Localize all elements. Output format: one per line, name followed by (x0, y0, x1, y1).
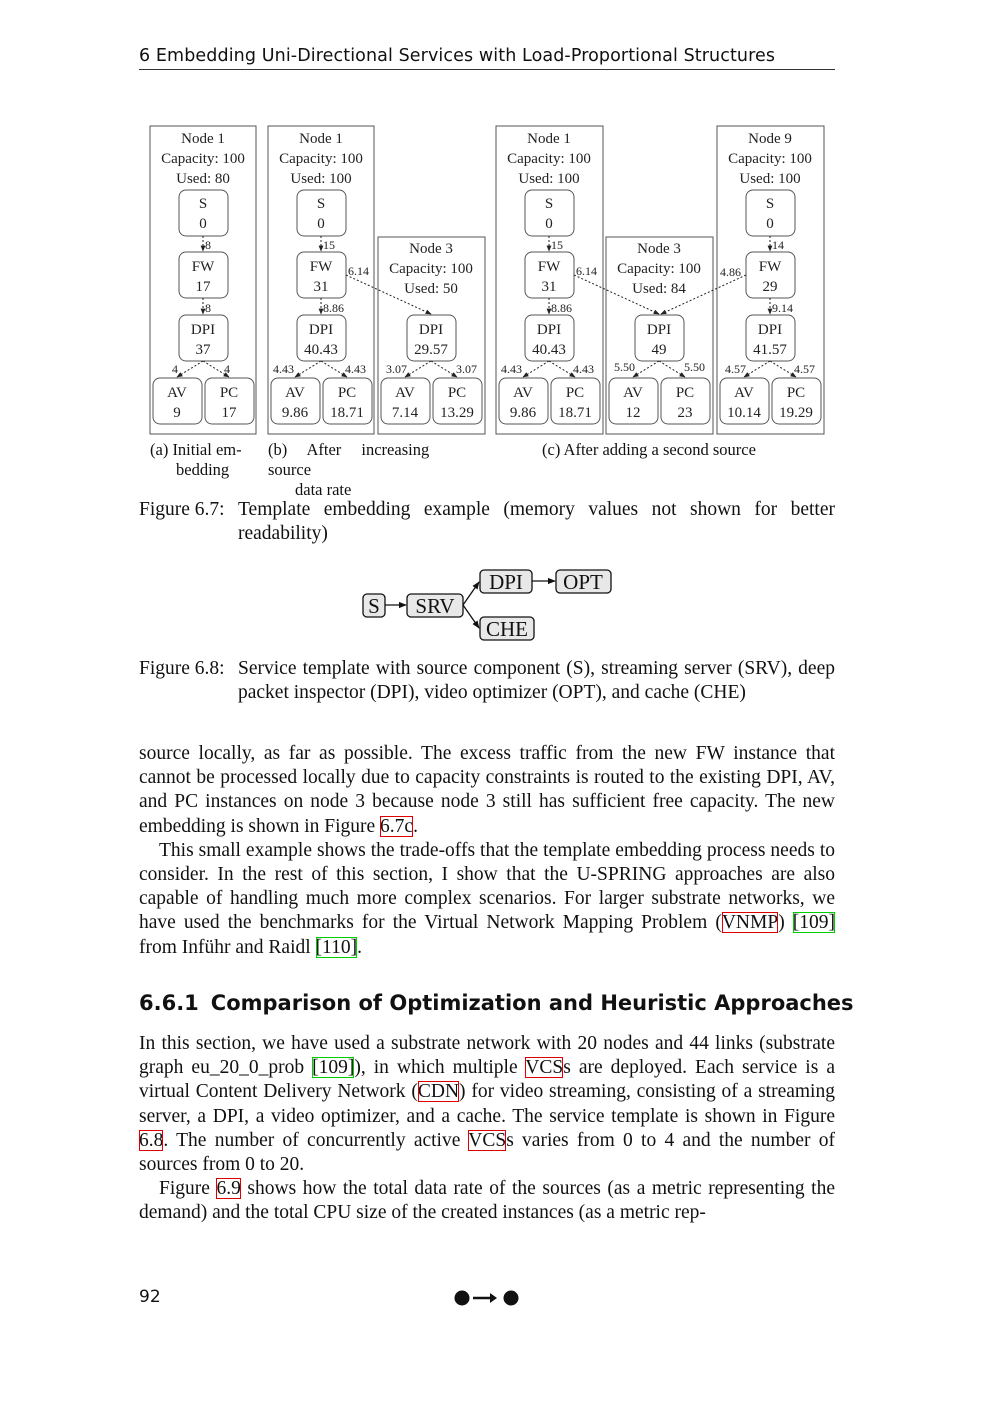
svg-text:S: S (765, 196, 775, 212)
paragraph-2: This small example shows the trade-offs that the template embedding process needs to consider. In the rest of this section, I show that the U-SPRING approaches are also capable of handling much more complex scenarios. For larger substrate networks, we have used the benchmarks for the Virtual Network Mapping Problem (VNMP) [109] from Inführ and Raidl [110]. (139, 839, 836, 958)
svg-text:9: 9 (173, 405, 181, 421)
caption-text: Service template with source component (S), streaming server (SRV), deep packet inspector (DPI), video optimizer (OPT), and cache (CHE) (238, 658, 835, 703)
ref-110[interactable]: [110] (315, 936, 358, 958)
page-number: 92 (139, 1287, 161, 1307)
svg-text:PC: PC (219, 385, 239, 401)
svg-text:5.50: 5.50 (614, 360, 635, 374)
svg-text:6.14: 6.14 (576, 264, 597, 278)
svg-text:DPI: DPI (536, 322, 562, 338)
svg-text:9.86: 9.86 (281, 405, 309, 421)
svg-text:Used: 100: Used: 100 (290, 171, 352, 187)
svg-text:29: 29 (762, 279, 778, 295)
svg-text:14: 14 (772, 238, 784, 252)
svg-text:DPI: DPI (646, 322, 672, 338)
svg-text:Capacity: 100: Capacity: 100 (279, 151, 363, 167)
caption-label: Figure 6.8: (139, 658, 225, 679)
svg-text:FW: FW (537, 259, 561, 275)
figure-6-8 (355, 563, 625, 648)
svg-text:FW: FW (758, 259, 782, 275)
svg-text:8: 8 (205, 238, 211, 252)
svg-text:19.29: 19.29 (779, 405, 813, 421)
ref-cdn[interactable]: CDN (417, 1081, 460, 1103)
svg-text:8.86: 8.86 (551, 301, 572, 315)
svg-text:Node 3: Node 3 (637, 241, 681, 257)
body-text-top (139, 742, 835, 960)
svg-text:DPI: DPI (757, 322, 783, 338)
svg-text:CHE: CHE (486, 617, 528, 641)
svg-text:4: 4 (224, 362, 230, 376)
ref-figure-6-9[interactable]: 6.9 (216, 1178, 241, 1200)
svg-text:13.29: 13.29 (440, 405, 474, 421)
svg-text:15: 15 (323, 238, 335, 252)
ref-figure-6-7c[interactable]: 6.7c (380, 815, 414, 837)
ref-figure-6-8[interactable]: 6.8 (139, 1129, 164, 1151)
svg-text:6.14: 6.14 (348, 264, 369, 278)
svg-text:31: 31 (313, 279, 329, 295)
node-capacity-a1: Capacity: 100 (161, 151, 245, 167)
svg-text:PC: PC (337, 385, 357, 401)
section-title: Comparison of Optimization and Heuristic Approaches (210, 991, 854, 1015)
svg-text:3.07: 3.07 (456, 362, 477, 376)
svg-text:FW: FW (191, 259, 215, 275)
subcaption-b: (b) After increasing source data rate (268, 440, 430, 499)
paragraph-3: In this section, we have used a substrate network with 20 nodes and 44 links (substrate graph eu_20_0_prob [109]), in which multiple VCSs are deployed. Each service is a virtual Content Delivery Network (CDN) for video streaming, consisting of a streaming server, a DPI, a video optimizer, and a cache. The service template is shown in Figure 6.8. The number of concurrently active VCSs varies from 0 to 4 and the number of sources from 0 to 20. (139, 1033, 835, 1176)
section-number: 6.6.1 (139, 991, 199, 1015)
caption-label: Figure 6.7: (139, 499, 225, 520)
node-used-a1: Used: 80 (176, 171, 230, 187)
svg-text:PC: PC (675, 385, 695, 401)
svg-text:40.43: 40.43 (532, 342, 566, 358)
ref-109[interactable]: [109] (792, 912, 836, 934)
svg-text:18.71: 18.71 (558, 405, 592, 421)
svg-text:0: 0 (766, 216, 774, 232)
paragraph-4: Figure 6.9 shows how the total data rate of the sources (as a metric representing the demand) and the total CPU size of the created instances (as a metric rep- (139, 1178, 835, 1224)
section-heading (139, 991, 866, 1015)
svg-text:OPT: OPT (563, 570, 603, 594)
svg-text:10.14: 10.14 (727, 405, 761, 421)
svg-text:4.57: 4.57 (725, 362, 746, 376)
running-head: 6 Embedding Uni-Directional Services with Load-Proportional Structures (139, 46, 835, 70)
svg-text:AV: AV (513, 385, 533, 401)
node-title-a1: Node 1 (181, 131, 225, 147)
svg-text:8.86: 8.86 (323, 301, 344, 315)
svg-text:Used: 100: Used: 100 (518, 171, 580, 187)
svg-text:0: 0 (545, 216, 553, 232)
svg-text:4.43: 4.43 (273, 362, 294, 376)
svg-text:Capacity: 100: Capacity: 100 (728, 151, 812, 167)
svg-text:S: S (544, 196, 554, 212)
caption-text: Template embedding example (memory values not shown for better readability) (238, 499, 835, 544)
figure-6-8-caption (139, 657, 835, 705)
svg-text:AV: AV (285, 385, 305, 401)
svg-text:Node 9: Node 9 (748, 131, 792, 147)
svg-text:40.43: 40.43 (304, 342, 338, 358)
subcaption-c: (c) After adding a second source (542, 440, 756, 459)
svg-text:AV: AV (395, 385, 415, 401)
svg-text:29.57: 29.57 (414, 342, 448, 358)
svg-text:FW: FW (309, 259, 333, 275)
svg-text:4.43: 4.43 (501, 362, 522, 376)
svg-text:AV: AV (734, 385, 754, 401)
ref-vcs[interactable]: VCS (525, 1057, 564, 1079)
svg-text:49: 49 (651, 342, 667, 358)
svg-text:0: 0 (199, 216, 207, 232)
svg-text:Used: 84: Used: 84 (632, 281, 686, 297)
svg-text:4.86: 4.86 (720, 265, 741, 279)
svg-text:5.50: 5.50 (684, 360, 705, 374)
svg-text:31: 31 (541, 279, 557, 295)
body-text-bottom (139, 1032, 835, 1226)
svg-text:PC: PC (786, 385, 806, 401)
ref-vnmp[interactable]: VNMP (721, 912, 779, 934)
svg-text:PC: PC (447, 385, 467, 401)
svg-text:3.07: 3.07 (386, 362, 407, 376)
svg-text:Capacity: 100: Capacity: 100 (507, 151, 591, 167)
svg-text:4.43: 4.43 (573, 362, 594, 376)
svg-text:PC: PC (565, 385, 585, 401)
svg-text:17: 17 (221, 405, 237, 421)
svg-text:AV: AV (623, 385, 643, 401)
subcaption-a: (a) Initial em- bedding (150, 440, 242, 479)
svg-text:Capacity: 100: Capacity: 100 (389, 261, 473, 277)
svg-text:37: 37 (195, 342, 211, 358)
svg-text:AV: AV (167, 385, 187, 401)
svg-text:Node 3: Node 3 (409, 241, 453, 257)
svg-text:9.14: 9.14 (772, 301, 793, 315)
svg-text:12: 12 (625, 405, 641, 421)
svg-text:8: 8 (205, 301, 211, 315)
dot-arrow-dot-logo (454, 1288, 520, 1308)
svg-text:DPI: DPI (190, 322, 216, 338)
figure-6-7 (140, 120, 840, 440)
svg-text:9.86: 9.86 (509, 405, 537, 421)
svg-text:4.57: 4.57 (794, 362, 815, 376)
svg-text:23: 23 (677, 405, 693, 421)
svg-text:SRV: SRV (415, 594, 455, 618)
svg-text:S: S (316, 196, 326, 212)
ref-vcs[interactable]: VCS (468, 1129, 507, 1151)
svg-text:0: 0 (317, 216, 325, 232)
svg-text:DPI: DPI (489, 570, 523, 594)
svg-text:S: S (198, 196, 208, 212)
svg-text:18.71: 18.71 (330, 405, 364, 421)
svg-text:41.57: 41.57 (753, 342, 787, 358)
svg-text:4: 4 (172, 362, 178, 376)
svg-text:17: 17 (195, 279, 211, 295)
svg-text:4.43: 4.43 (345, 362, 366, 376)
svg-text:Used: 50: Used: 50 (404, 281, 458, 297)
svg-text:DPI: DPI (308, 322, 334, 338)
svg-text:7.14: 7.14 (391, 405, 419, 421)
svg-text:15: 15 (551, 238, 563, 252)
ref-109[interactable]: [109] (312, 1057, 355, 1079)
paragraph-1: source locally, as far as possible. The excess traffic from the new FW instance that cannot be processed locally due to capacity constraints is routed to the existing DPI, AV, and PC instances on node 3 because node 3 still has sufficient free capacity. The new embedding is shown in Figure 6.7c. (139, 743, 835, 837)
svg-text:Capacity: 100: Capacity: 100 (617, 261, 701, 277)
svg-text:Node 1: Node 1 (299, 131, 343, 147)
svg-text:Used: 100: Used: 100 (739, 171, 801, 187)
figure-6-7-caption (139, 498, 835, 546)
svg-text:Node 1: Node 1 (527, 131, 571, 147)
svg-text:S: S (368, 594, 380, 618)
svg-text:DPI: DPI (418, 322, 444, 338)
